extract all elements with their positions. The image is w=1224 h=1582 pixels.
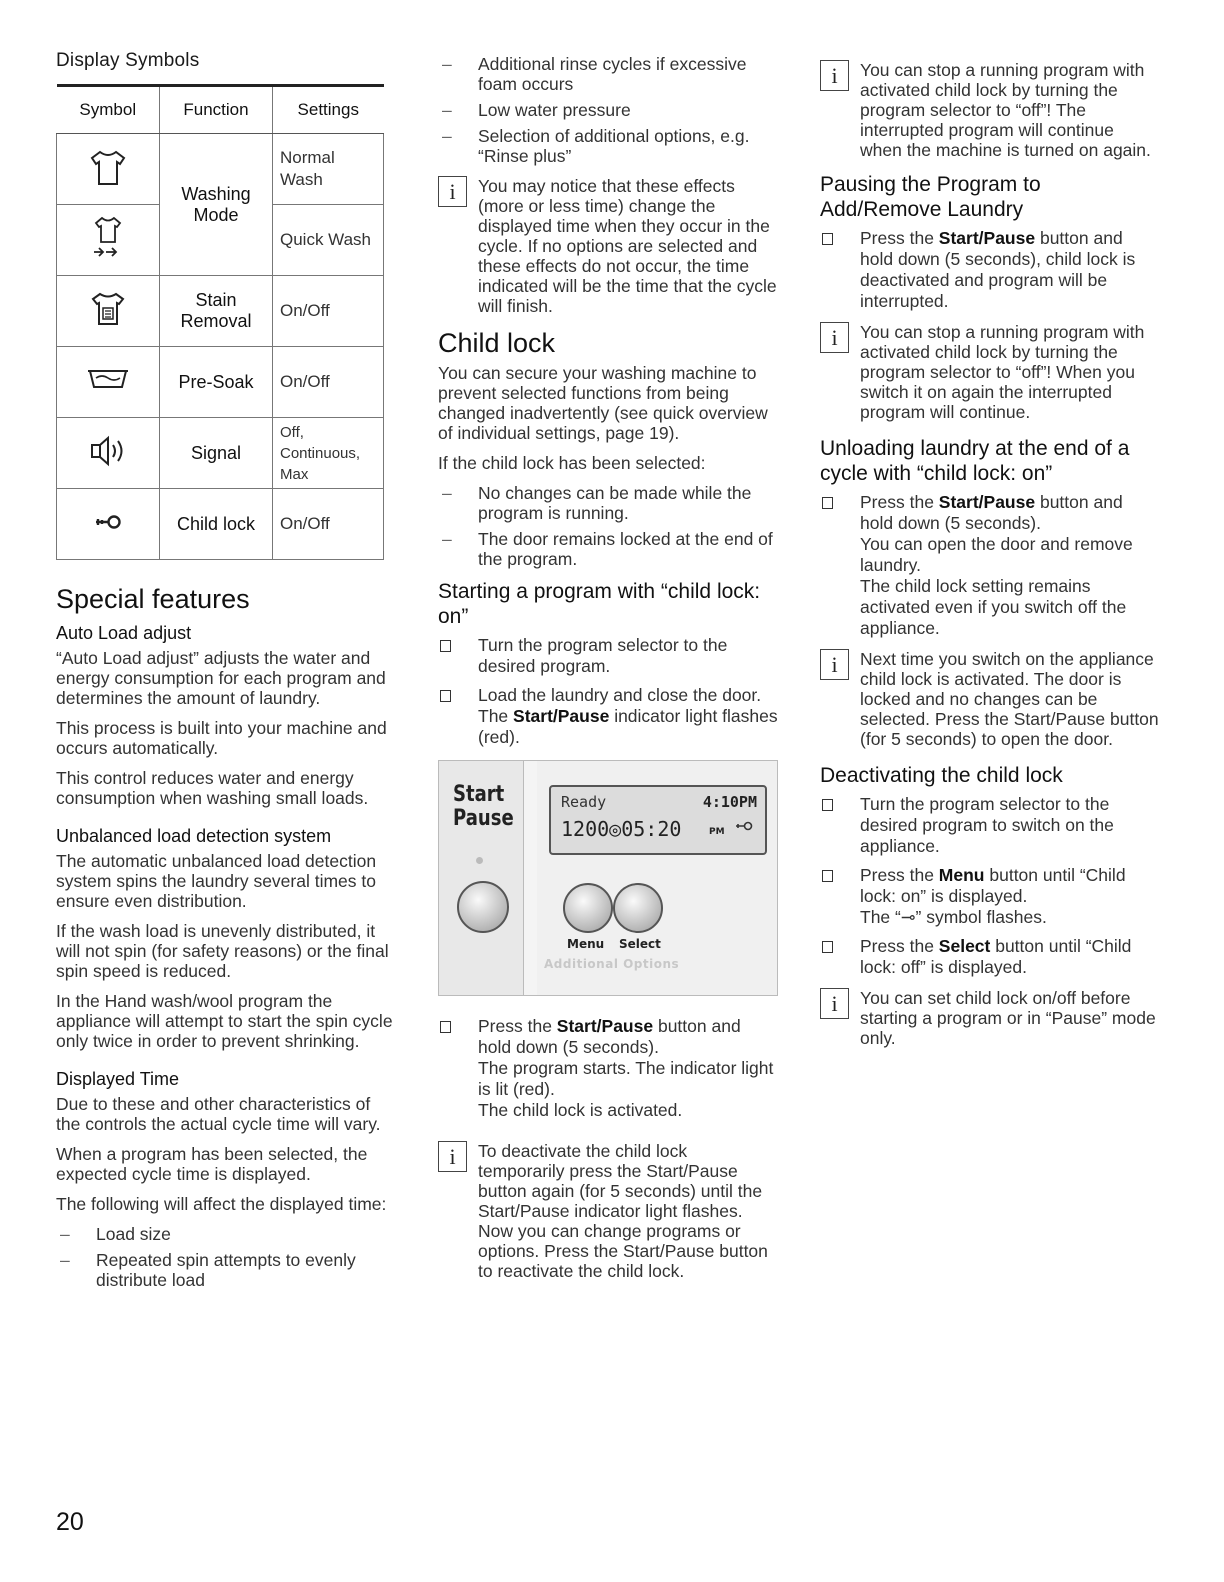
auto-load-title: Auto Load adjust — [56, 623, 192, 643]
start-pause-button[interactable] — [457, 881, 509, 933]
display-screen — [549, 785, 767, 855]
presoak-setting: On/Off — [273, 347, 384, 418]
pm-indicator: PM — [709, 827, 725, 837]
press-start-steps — [438, 1016, 778, 1121]
displayed-time-paragraph-2: When a program has been selected, the expected cycle time is displayed. — [56, 1144, 368, 1184]
child-lock-paragraph-2: If the child lock has been selected: — [438, 453, 706, 473]
list-item: – Low water pressure — [438, 100, 778, 120]
info-text: You can set child lock on/off before starting a program or in “Pause” mode only. — [860, 988, 1156, 1048]
list-item: Press the Select button until “Child lock: off” is displayed. — [820, 936, 1160, 978]
child-lock-setting: On/Off — [273, 489, 384, 560]
child-lock-paragraph-1: You can secure your washing machine to prevent selected functions from being changed inadvertently (see quick overview of individual settings, page 19). — [438, 363, 768, 443]
list-item: Press the Start/Pause button and hold down (5 seconds). You can open the door and remove laundry. The child lock setting remains activated even if you switch off the appliance. — [820, 492, 1160, 639]
shirt-icon — [57, 134, 160, 205]
unbalanced-paragraph-2: If the wash load is unevenly distributed, it will not spin (for safety reasons) or the final spin speed is reduced. — [56, 921, 389, 981]
info-icon: i — [438, 176, 467, 207]
auto-load-paragraph-1: “Auto Load adjust” adjusts the water and energy consumption for each program and determines the amount of laundry. — [56, 648, 386, 708]
pausing-steps — [820, 228, 1160, 312]
page-number: 20 — [56, 1508, 84, 1536]
menu-knob[interactable] — [563, 883, 613, 933]
normal-wash-setting: Normal Wash — [273, 134, 384, 205]
info-icon: i — [820, 988, 849, 1019]
stain-removal-icon — [57, 276, 160, 347]
info-note — [438, 1141, 778, 1281]
list-item: – The door remains locked at the end of the program. — [438, 529, 778, 569]
child-lock-list — [438, 483, 778, 569]
list-item: Turn the program selector to the desired program to switch on the appliance. — [820, 794, 1160, 857]
unloading-steps — [820, 492, 1160, 639]
stain-removal-label: Stain Removal — [160, 276, 273, 347]
list-item: Press the Menu button until “Child lock: on” is displayed. The “⊸” symbol flashes. — [820, 865, 1160, 928]
unbalanced-paragraph-1: The automatic unbalanced load detection system spins the laundry several times to ensure even distribution. — [56, 851, 377, 911]
column-2 — [438, 54, 778, 1293]
start-label: Start — [453, 782, 505, 807]
unbalanced-paragraph-3: In the Hand wash/wool program the appliance will attempt to start the spin cycle only twice in order to prevent shrinking. — [56, 991, 393, 1051]
signal-label: Signal — [160, 418, 273, 489]
presoak-label: Pre-Soak — [160, 347, 273, 418]
menu-label: Menu — [567, 937, 605, 951]
key-icon — [733, 819, 755, 837]
displayed-time-title: Displayed Time — [56, 1069, 180, 1089]
pause-label: Pause — [453, 806, 514, 831]
time-factors-list — [438, 54, 778, 166]
column-1 — [56, 50, 394, 1300]
info-text: You may notice that these effects (more or less time) change the displayed time when they occur in the cycle. If no options are selected and these effects do not occur, the time indicated will be the time that the cycle will finish. — [478, 176, 777, 316]
clock-text: 4:10PM — [702, 793, 757, 811]
header-function: Function — [160, 86, 273, 134]
info-note — [438, 176, 778, 316]
displayed-time-list — [56, 1224, 394, 1290]
info-note — [820, 649, 1160, 749]
list-item: Load the laundry and close the door. The Start/Pause indicator light flashes (red). — [438, 685, 778, 748]
info-icon: i — [438, 1141, 467, 1172]
displayed-time-paragraph-1: Due to these and other characteristics of the controls the actual cycle time will vary. — [56, 1094, 381, 1134]
column-3 — [820, 60, 1160, 1060]
info-note — [820, 322, 1160, 422]
display-symbols-table — [56, 84, 384, 560]
header-settings: Settings — [273, 86, 384, 134]
cycle-digits: 1200◎05:20 — [561, 817, 682, 841]
list-item: – Selection of additional options, e.g. “Rinse plus” — [438, 126, 778, 166]
info-note — [820, 60, 1160, 160]
info-icon: i — [820, 60, 849, 91]
auto-load-paragraph-3: This control reduces water and energy consumption when washing small loads. — [56, 768, 369, 808]
auto-load-paragraph-2: This process is built into your machine and occurs automatically. — [56, 718, 387, 758]
info-text: Next time you switch on the appliance child lock is activated. The door is locked and no changes can be selected. Press the Start/Pause button (for 5 seconds) to open the door. — [860, 649, 1159, 749]
info-note — [820, 988, 1160, 1048]
unbalanced-title: Unbalanced load detection system — [56, 826, 332, 846]
child-lock-title: Child lock — [438, 328, 556, 358]
deactivating-steps — [820, 794, 1160, 978]
info-icon: i — [820, 649, 849, 680]
starting-program-title: Starting a program with “child lock: on” — [438, 580, 761, 628]
washing-mode-label: Washing Mode — [160, 134, 273, 276]
header-symbol: Symbol — [57, 86, 160, 134]
special-features-title: Special features — [56, 584, 250, 614]
deactivating-title: Deactivating the child lock — [820, 764, 1063, 787]
list-item: – Load size — [56, 1224, 394, 1244]
quick-wash-icon — [57, 205, 160, 276]
list-item: Turn the program selector to the desired program. — [438, 635, 778, 677]
presoak-tub-icon — [57, 347, 160, 418]
additional-options-label: Additional Options — [544, 957, 680, 971]
ready-text: Ready — [561, 793, 607, 811]
speaker-icon — [57, 418, 160, 489]
list-item: Press the Start/Pause button and hold down (5 seconds). The program starts. The indicator light is lit (red). The child lock is activated. — [438, 1016, 778, 1121]
child-lock-label: Child lock — [160, 489, 273, 560]
info-text: To deactivate the child lock temporarily press the Start/Pause button again (for 5 seconds) until the Start/Pause indicator light flashes. Now you can change programs or options. Press the Start/Pause button to reactivate the child lock. — [478, 1141, 768, 1281]
list-item: – No changes can be made while the program is running. — [438, 483, 778, 523]
pausing-title: Pausing the Program to Add/Remove Laundry — [820, 173, 1041, 221]
quick-wash-setting: Quick Wash — [273, 205, 384, 276]
control-panel-image — [438, 760, 778, 996]
stain-removal-setting: On/Off — [273, 276, 384, 347]
key-icon — [57, 489, 160, 560]
list-item: Press the Start/Pause button and hold down (5 seconds), child lock is deactivated and program will be interrupted. — [820, 228, 1160, 312]
starting-steps — [438, 635, 778, 748]
list-item: – Repeated spin attempts to evenly distribute load — [56, 1250, 394, 1290]
display-symbols-title: Display Symbols — [56, 50, 200, 71]
info-text: You can stop a running program with activated child lock by turning the program selector to “off”! When you switch it on again the interrupted program will continue. — [860, 322, 1145, 422]
select-label: Select — [619, 937, 661, 951]
info-icon: i — [820, 322, 849, 353]
displayed-time-paragraph-3: The following will affect the displayed time: — [56, 1194, 387, 1214]
list-item: – Additional rinse cycles if excessive foam occurs — [438, 54, 778, 94]
unloading-title: Unloading laundry at the end of a cycle with “child lock: on” — [820, 437, 1130, 485]
signal-setting: Off, Continuous, Max — [273, 418, 384, 489]
select-knob[interactable] — [613, 883, 663, 933]
info-text: You can stop a running program with activated child lock by turning the program selector to “off”! The interrupted program will continue when the machine is turned on again. — [860, 60, 1151, 160]
